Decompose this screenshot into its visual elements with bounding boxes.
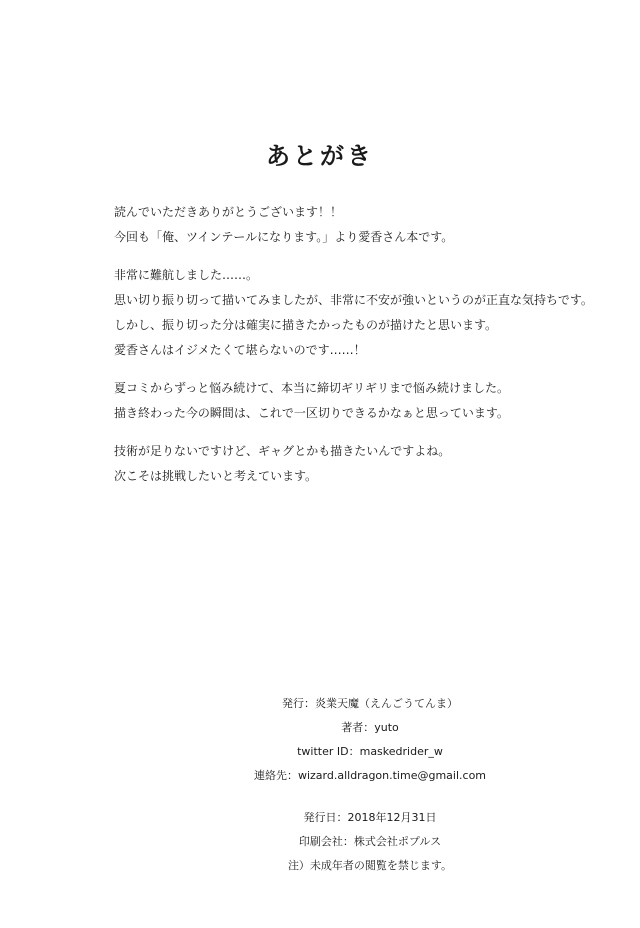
text-line: しかし、振り切った分は確実に描きたかったものが描けたと思います。 bbox=[114, 318, 498, 332]
paragraph bbox=[114, 200, 614, 250]
text-line: 技術が足りないですけど、ギャグとかも描きたいんですよね。 bbox=[114, 444, 451, 458]
text-line: 思い切り振り切って描いてみましたが、非常に不安が強いというのが正直な気持ちです。 bbox=[114, 293, 593, 307]
colophon-print-info bbox=[240, 806, 500, 878]
text-line: 愛香さんはイジメたくて堪らないのです……！ bbox=[114, 343, 366, 357]
publisher-line: 発行：炎業天魔（えんごうてんま） bbox=[282, 697, 458, 710]
paragraph bbox=[114, 439, 614, 489]
notice-line: 注）未成年者の閲覧を禁じます。 bbox=[287, 859, 453, 872]
text-line: 次こそは挑戦したいと考えています。 bbox=[114, 469, 318, 483]
printer-line: 印刷会社：株式会社ポプルス bbox=[298, 835, 442, 848]
contact-line: 連絡先：wizard.alldragon.time@gmail.com bbox=[253, 769, 487, 782]
date-line: 発行日：2018年12月31日 bbox=[303, 811, 437, 824]
page-title: あとがき bbox=[266, 142, 374, 170]
text-line: 今回も「俺、ツインテールになります。」より愛香さん本です。 bbox=[114, 230, 454, 244]
afterword-body bbox=[114, 200, 614, 502]
text-line: 読んでいただきありがとうございます！！ bbox=[114, 205, 343, 219]
paragraph bbox=[114, 376, 614, 426]
twitter-line: twitter ID：maskedrider_w bbox=[297, 745, 443, 758]
text-line: 描き終わった今の瞬間は、これで一区切りできるかなぁと思っています。 bbox=[114, 406, 509, 420]
paragraph bbox=[114, 263, 614, 363]
text-line: 夏コミからずっと悩み続けて、本当に締切ギリギリまで悩み続けました。 bbox=[114, 381, 510, 395]
text-line: 非常に難航しました……。 bbox=[114, 268, 259, 282]
author-line: 著者：yuto bbox=[341, 721, 399, 734]
colophon bbox=[240, 692, 500, 896]
colophon-credits bbox=[240, 692, 500, 788]
